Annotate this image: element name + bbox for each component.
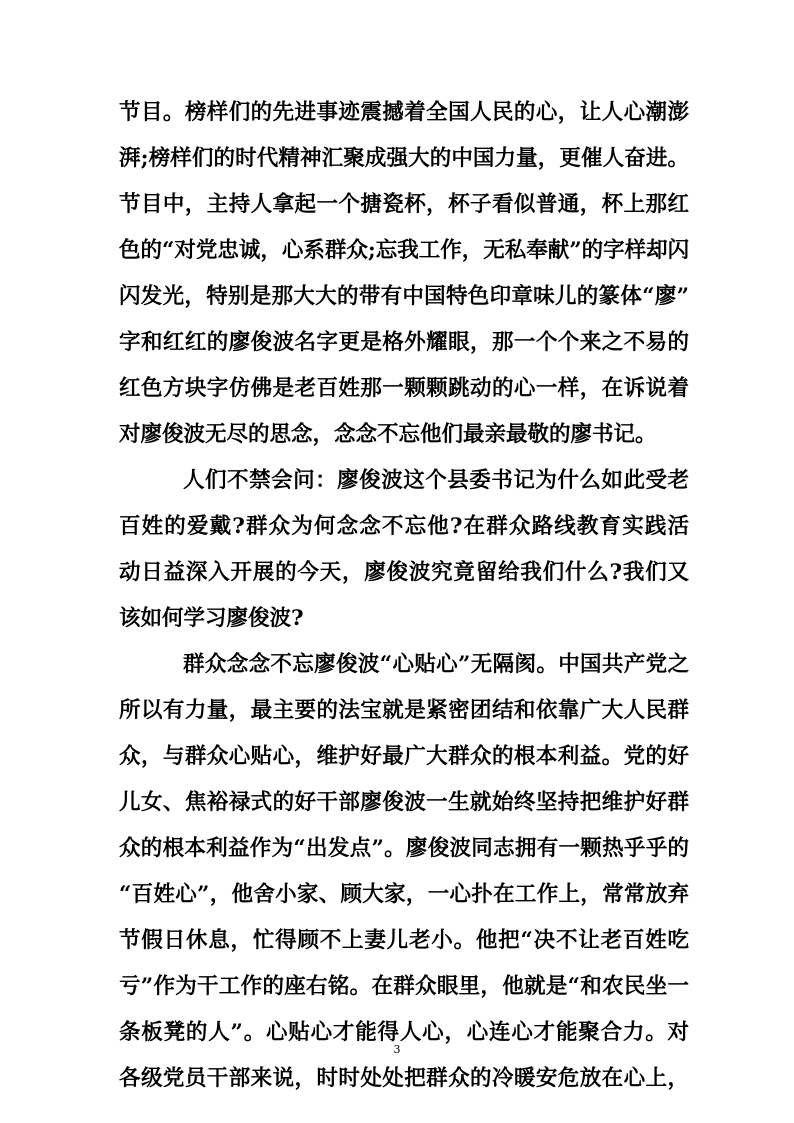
text-line: 百姓的爱戴?群众为何念念不忘他?在群众路线教育实践活 [119,514,689,539]
text-line: 节目。榜样们的先进事迹震撼着全国人民的心，让人心潮澎 [119,100,689,125]
text-line: 字和红红的廖俊波名字更是格外耀眼，那一个个来之不易的 [119,330,689,355]
text-line: 该如何学习廖俊波? [119,606,304,631]
page-number: 3 [393,1043,401,1056]
body-text [119,90,689,1102]
text-line: 湃;榜样们的时代精神汇聚成强大的中国力量，更催人奋进。 [119,146,689,171]
text-line: 儿女、焦裕禄式的好干部廖俊波一生就始终坚持把维护好群 [119,790,689,815]
text-line: 对廖俊波无尽的思念，念念不忘他们最亲最敬的廖书记。 [119,422,657,447]
text-line: 动日益深入开展的今天，廖俊波究竟留给我们什么?我们又 [119,560,689,585]
paragraph-start-line: 群众念念不忘廖俊波“心贴心”无隔阂。中国共产党之 [183,652,689,677]
text-line: 节目中，主持人拿起一个搪瓷杯，杯子看似普通，杯上那红 [119,192,689,217]
text-line: 所以有力量，最主要的法宝就是紧密团结和依靠广大人民群 [119,698,689,723]
text-line: 条板凳的人”。心贴心才能得人心，心连心才能聚合力。对 [119,1020,689,1045]
paragraph-start-line: 人们不禁会问：廖俊波这个县委书记为什么如此受老 [183,468,689,493]
text-line: 色的“对党忠诚，心系群众;忘我工作，无私奉献”的字样却闪 [119,238,690,263]
text-line: 红色方块字仿佛是老百姓那一颗颗跳动的心一样，在诉说着 [119,376,689,401]
text-line: “百姓心”，他舍小家、顾大家，一心扑在工作上，常常放弃 [119,882,689,907]
text-line: 闪发光，特别是那大大的带有中国特色印章味儿的篆体“廖” [119,284,689,309]
text-line: 亏”作为干工作的座右铭。在群众眼里，他就是“和农民坐一 [119,974,689,999]
text-line: 众，与群众心贴心，维护好最广大群众的根本利益。党的好 [119,744,689,769]
text-line: 众的根本利益作为“出发点”。廖俊波同志拥有一颗热乎乎的 [119,836,689,861]
text-line: 节假日休息，忙得顾不上妻儿老小。他把“决不让老百姓吃 [119,928,689,953]
text-line: 各级党员干部来说，时时处处把群众的冷暖安危放在心上， [119,1066,689,1091]
